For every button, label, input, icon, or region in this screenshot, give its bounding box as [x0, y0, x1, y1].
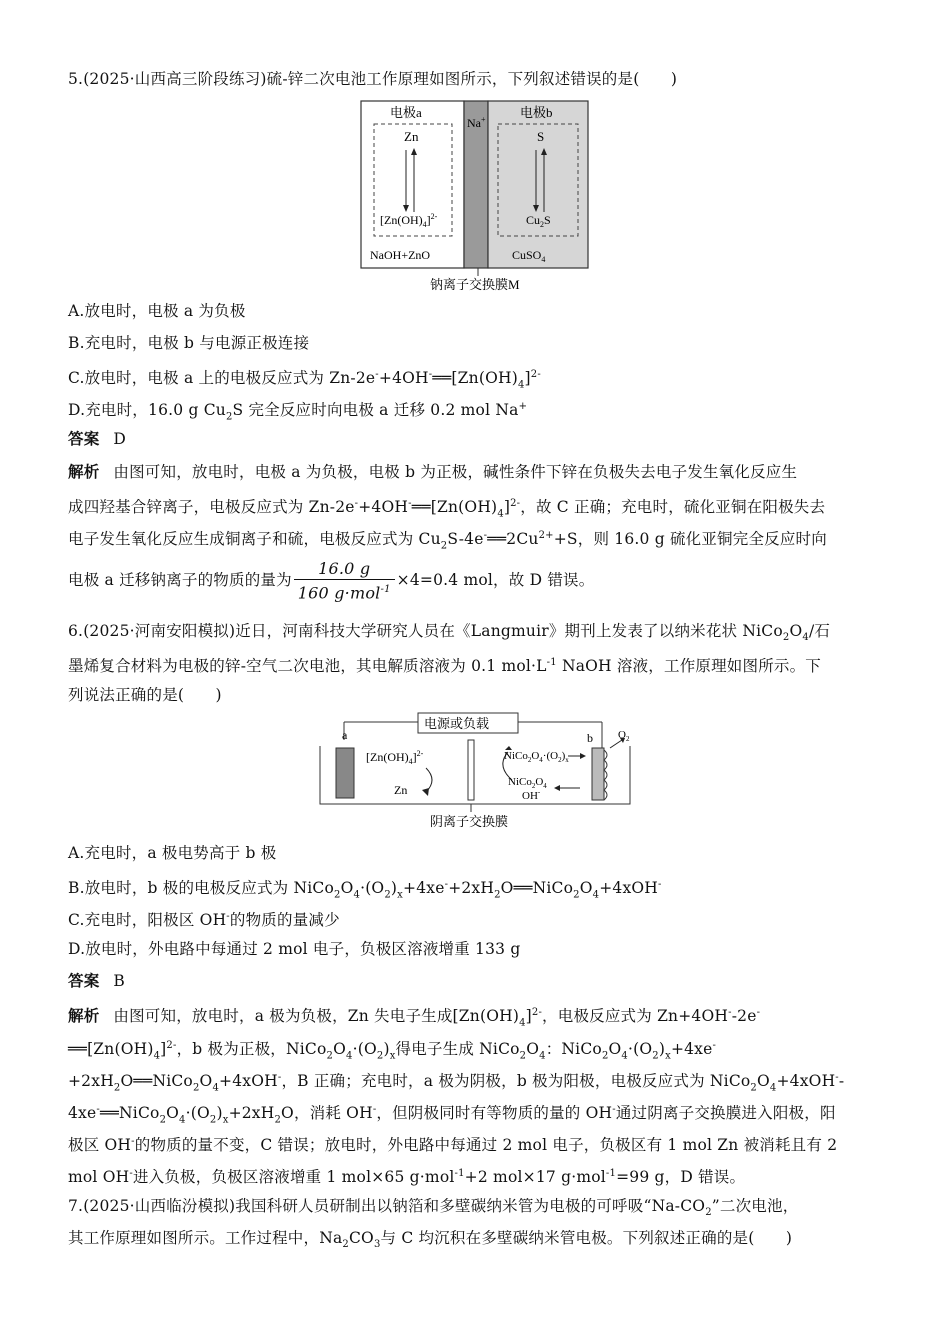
q5-stem: 5.(2025·山西高三阶段练习)硫-锌二次电池工作原理如图所示，下列叙述错误的是( ) — [68, 70, 678, 88]
q5-option-d: D.充电时，16.0 g $Cu_2S$ 完全反应时向电极 a 迁移 0.2 mol Na+ — [68, 401, 528, 423]
q5-fig-s: S — [537, 129, 545, 144]
q6-fig-b: b — [587, 731, 593, 745]
q6-fig-o2: $O_2$ — [618, 729, 630, 743]
q6-fig-a: a — [342, 728, 348, 742]
q7-stem-1: 7.(2025·山西临汾模拟)我国科研人员研制出以钠箔和多壁碳纳米管为电极的可呼吸“$Na-CO_2$”二次电池， — [68, 1197, 799, 1219]
q6-fig-nico-o2: $NiCo_2O_4\cdot(O_2)_x$ — [504, 750, 569, 764]
q5-figure — [360, 100, 592, 292]
q5-analysis-2: 成四羟基合锌离子，电极反应式为 $Zn-2e^-+4OH^-══[Zn(OH)_4]^{2-}$，故 C 正确；充电时，硫化亚铜在阳极失去 — [68, 498, 826, 520]
q6-fig-source: 电源或负载 — [424, 716, 490, 731]
q5-option-c: C.放电时，电极 a 上的电极反应式为 $Zn-2e^-+4OH^-══[Zn(OH)_4]^{2-}$ — [68, 369, 541, 391]
q6-analysis-1: 解析 由图可知，放电时，a 极为负极，Zn 失电子生成$[Zn(OH)_4]^{2-}$，电极反应式为 Zn+4OH--2e- — [68, 1006, 761, 1029]
q5-fig-naoh: NaOH+ZnO — [370, 248, 431, 262]
q7-stem-2: 其工作原理如图所示。工作过程中，$Na_2CO_3$与 C 均沉积在多壁碳纳米管电极。下列叙述正确的是( ) — [68, 1229, 793, 1251]
q6-stem-2: 墨烯复合材料为电极的锌-空气二次电池，其电解质溶液为 0.1 $mol\cdot L^{-1}$ NaOH 溶液，工作原理如图所示。下 — [68, 657, 821, 676]
q6-fig-oh: OH- — [522, 788, 541, 802]
q6-analysis-3: $+2xH_2O══NiCo_2O_4+4xOH^-$，B 正确；充电时，a 极为阴极，b 极为阳极，电极反应式为 $NiCo_2O_4+4xOH^--$ — [68, 1072, 845, 1094]
q6-analysis-5: 极区 OH-的物质的量不变，C 错误；放电时，外电路中每通过 2 mol 电子，负极区有 1 mol Zn 被消耗且有 2 — [68, 1136, 838, 1155]
q5-fig-cuso4: CuSO$_4$ — [512, 248, 546, 264]
q5-fig-zn: Zn — [404, 129, 419, 144]
q5-fig-electrode-b: 电极b — [520, 105, 553, 120]
q6-analysis-6: mol OH-进入负极，负极区溶液增重 1 mol×65 g·mol$^{-1}$+2 mol×17 g·mol$^{-1}$=99 g，D 错误。 — [68, 1168, 746, 1187]
q6-option-a: A.充电时，a 极电势高于 b 极 — [68, 844, 277, 862]
q6-figure — [318, 708, 648, 834]
q6-option-d: D.放电时，外电路中每通过 2 mol 电子，负极区溶液增重 133 g — [68, 940, 521, 958]
q6-fig-membrane: 阴离子交换膜 — [430, 814, 509, 829]
q5-option-a: A.放电时，电极 a 为负极 — [68, 302, 246, 320]
q5-fig-membrane: 钠离子交换膜M — [430, 277, 520, 292]
q5-analysis-4: 电极 a 迁移钠离子的物质的量为 $\frac{16.0 g}{160 g\cdot mol^{-1}}$ ×4=0.4 mol，故 D 错误。 — [68, 558, 595, 603]
q6-fig-zn: Zn — [394, 783, 408, 797]
q5-fig-zn-oh4: $[Zn(OH)_4]^{2-}$ — [380, 212, 438, 229]
q5-fraction: $\frac{16.0 g}{160 g\cdot mol^{-1}}$ — [294, 559, 395, 603]
q6-analysis-4: $4xe^-══NiCo_2O_4\cdot(O_2)_x+2xH_2O$，消耗 OH-，但阴极同时有等物质的量的 OH-通过阴离子交换膜进入阳极，阳 — [68, 1104, 836, 1126]
q6-fig-zn-oh4: $[Zn(OH)_4]^{2-}$ — [366, 749, 424, 766]
q5-fig-na: Na+ — [467, 115, 486, 130]
q6-option-b: B.放电时，b 极的电极反应式为 $NiCo_2O_4\cdot(O_2)_x+4xe^-+2xH_2O══NiCo_2O_4+4xOH^-$ — [68, 879, 662, 901]
q6-fig-nico: $NiCo_2O_4$ — [508, 776, 547, 790]
q5-fig-electrode-a: 电极a — [390, 105, 422, 120]
q5-answer: 答案 D — [68, 429, 127, 448]
q5-analysis-3: 电子发生氧化反应生成铜离子和硫，电极反应式为 $Cu_2S-4e^-══2Cu^{2+}+S$，则 16.0 g 硫化亚铜完全反应时向 — [68, 530, 827, 552]
q6-stem-1: 6.(2025·河南安阳模拟)近日，河南科技大学研究人员在《Langmuir》期刊上发表了以纳米花状 $NiCo_2O_4/$石 — [68, 622, 831, 644]
q5-fig-cu2s: $Cu_2S$ — [526, 213, 551, 229]
q6-answer: 答案 B — [68, 971, 125, 990]
q5-option-b: B.充电时，电极 b 与电源正极连接 — [68, 334, 310, 352]
q6-option-c: C.充电时，阳极区 OH-的物质的量减少 — [68, 911, 340, 930]
q6-stem-3: 列说法正确的是( ) — [68, 686, 222, 704]
q6-analysis-2: $══[Zn(OH)_4]^{2-}$，b 极为正极，$NiCo_2O_4\cdot(O_2)_x$得电子生成 $NiCo_2O_4$：$NiCo_2O_4\cdot(O_2)_x+4xe^-$ — [68, 1040, 717, 1062]
q5-analysis-1: 解析 由图可知，放电时，电极 a 为负极，电极 b 为正极，碱性条件下锌在负极失去电子发生氧化反应生 — [68, 462, 798, 481]
